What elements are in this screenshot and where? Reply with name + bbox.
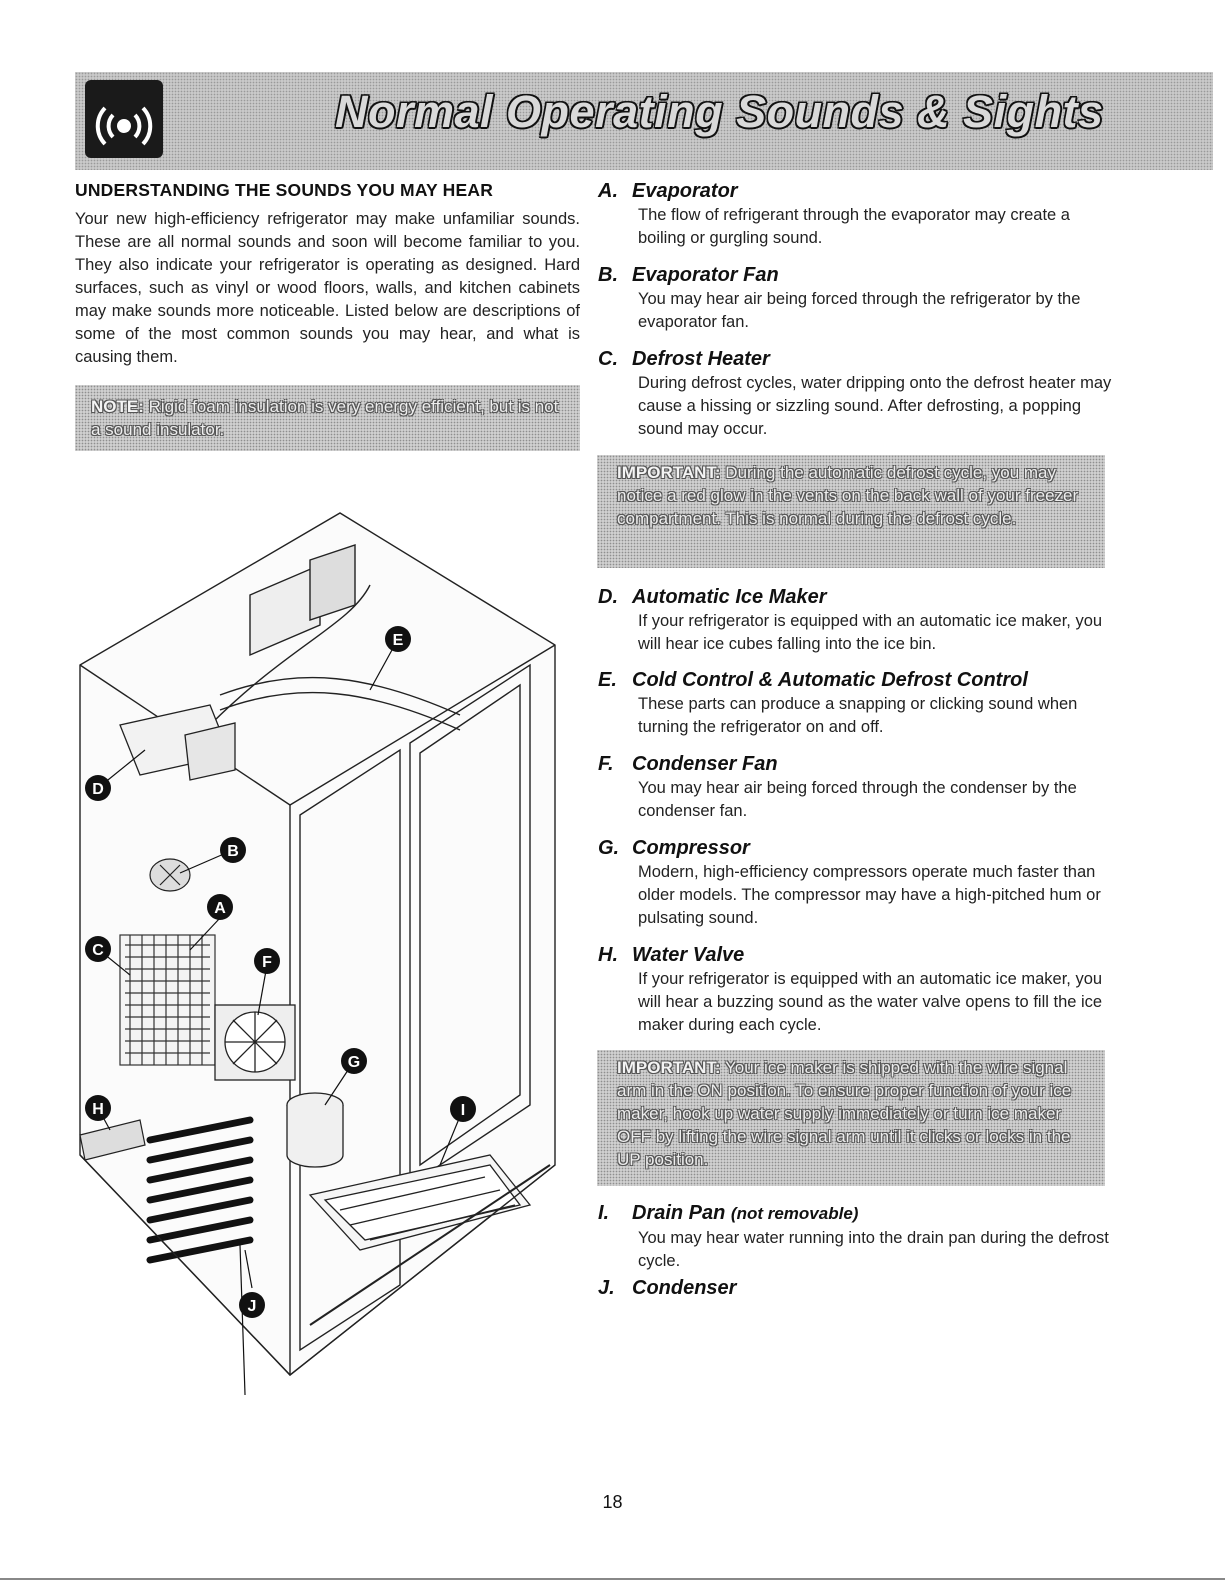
item-water-valve: H. Water Valve If your refrigerator is equipped with an automatic ice maker, you will hear a buzzing sound as the water valve opens to fill the ice maker during each cycle.: [598, 942, 1118, 1037]
svg-text:C: C: [92, 942, 104, 959]
item-body: You may hear water running into the drain pan during the defrost cycle.: [638, 1229, 1109, 1270]
callout-b: [220, 837, 246, 863]
item-automatic-ice-maker: D. Automatic Ice Maker If your refrigerator is equipped with an automatic ice maker, you will hear ice cubes falling into the ice bin.: [598, 584, 1118, 656]
item-title: Compressor: [632, 837, 750, 859]
item-condenser-fan: F. Condenser Fan You may hear air being forced through the condenser by the condenser fan.: [598, 751, 1118, 823]
callout-j-leader: [240, 1250, 260, 1290]
item-title: Condenser Fan: [632, 753, 778, 775]
svg-text:B: B: [227, 843, 239, 860]
item-body: If your refrigerator is equipped with an automatic ice maker, you will hear ice cubes falling into the ice bin.: [638, 612, 1103, 653]
item-evaporator: A. Evaporator The flow of refrigerant through the evaporator may create a boiling or gurgling sound.: [598, 178, 1118, 250]
item-defrost-heater: C. Defrost Heater During defrost cycles, water dripping onto the defrost heater may cause a hissing or sizzling sound. After defrosting, a popping sound may occur.: [598, 346, 1118, 441]
item-drain-pan: I. Drain Pan (not removable) You may hear water running into the drain pan during the defrost cycle.: [598, 1200, 1118, 1273]
sound-waves-icon: [85, 80, 163, 158]
item-condenser: J. Condenser: [598, 1277, 737, 1299]
item-evaporator-fan: B. Evaporator Fan You may hear air being forced through the refrigerator by the evaporator fan.: [598, 262, 1118, 334]
svg-text:I: I: [460, 1102, 466, 1119]
item-title: Water Valve: [632, 944, 745, 966]
item-body: Modern, high-efficiency compressors operate much faster than older models. The compressor may have a high-pitched hum or pulsating sound.: [638, 863, 1101, 927]
refrigerator-diagram: [70, 505, 580, 1395]
item-title: Evaporator Fan: [632, 264, 779, 286]
item-body: These parts can produce a snapping or clicking sound when turning the refrigerator on and off.: [638, 695, 1078, 736]
svg-text:F: F: [262, 954, 272, 971]
svg-text:A: A: [214, 900, 226, 917]
item-title: Condenser: [632, 1277, 737, 1299]
item-title: Drain Pan: [632, 1202, 726, 1224]
important-text: Your ice maker is shipped with the wire signal arm in the ON position. To ensure proper function of your ice maker, hook up water supply immediately or turn ice maker OFF by lifting the wire signal arm until it clicks or locks in the UP position.: [617, 1058, 1072, 1169]
svg-text:G: G: [347, 1054, 361, 1071]
item-title: Cold Control & Automatic Defrost Control: [632, 669, 1028, 691]
item-body: You may hear air being forced through the condenser by the condenser fan.: [638, 779, 1077, 820]
page-number: 18: [602, 1492, 623, 1512]
note-label: NOTE:: [91, 397, 144, 416]
item-body: The flow of refrigerant through the evaporator may create a boiling or gurgling sound.: [638, 206, 1070, 247]
svg-text:E: E: [392, 632, 404, 649]
page-title: Normal Operating Sounds & Sights: [335, 86, 1104, 137]
item-title: Evaporator: [632, 180, 738, 202]
item-compressor: G. Compressor Modern, high-efficiency compressors operate much faster than older models. The compressor may have a high-pitched hum or pulsating sound.: [598, 835, 1118, 930]
item-title-sub: (not removable): [730, 1204, 859, 1223]
callout-i: [450, 1096, 476, 1122]
svg-text:D: D: [92, 781, 104, 798]
note-text: Rigid foam insulation is very energy efficient, but is not a sound insulator.: [91, 397, 559, 439]
important-box-ice-maker: [597, 1050, 1105, 1186]
item-body: During defrost cycles, water dripping onto the defrost heater may cause a hissing or sizzling sound. After defrosting, a popping sound may occur.: [638, 374, 1112, 438]
important-label: IMPORTANT:: [617, 463, 721, 482]
callout-f: [254, 948, 280, 974]
svg-text:H: H: [92, 1101, 104, 1118]
note-box: [75, 385, 580, 451]
important-label: IMPORTANT:: [617, 1058, 721, 1077]
callout-c: [85, 936, 111, 962]
callout-e: [385, 626, 411, 652]
callout-a: [207, 894, 233, 920]
callout-h: [85, 1095, 111, 1121]
important-box-defrost: [597, 455, 1105, 568]
bottom-rule: [0, 1578, 1225, 1580]
callout-j-marker: [235, 1288, 275, 1328]
callout-g: [341, 1048, 367, 1074]
item-body: If your refrigerator is equipped with an automatic ice maker, you will hear a buzzing sound as the water valve opens to fill the ice maker during each cycle.: [638, 970, 1103, 1034]
section-heading: UNDERSTANDING THE SOUNDS YOU MAY HEAR: [75, 180, 494, 200]
item-cold-control: E. Cold Control & Automatic Defrost Control These parts can produce a snapping or clicking sound when turning the refrigerator on and off.: [598, 667, 1118, 739]
item-title: Defrost Heater: [632, 348, 770, 370]
intro-paragraph: Your new high-efficiency refrigerator may make unfamiliar sounds. These are all normal sounds and soon will become familiar to you. They also indicate your refrigerator is operating as designed. Hard surfaces, such as vinyl or wood floors, walls, and kitchen cabinets may make sounds more noticeable. Listed below are descriptions of some of the most common sounds you may hear, and what is causing them.: [75, 210, 580, 366]
item-title: Automatic Ice Maker: [632, 586, 827, 608]
callout-d: [85, 775, 111, 801]
svg-text:J: J: [247, 1298, 257, 1315]
important-text: During the automatic defrost cycle, you may notice a red glow in the vents on the back wall of your freezer compartment. This is normal during the defrost cycle.: [617, 463, 1079, 528]
item-body: You may hear air being forced through the refrigerator by the evaporator fan.: [638, 290, 1081, 331]
